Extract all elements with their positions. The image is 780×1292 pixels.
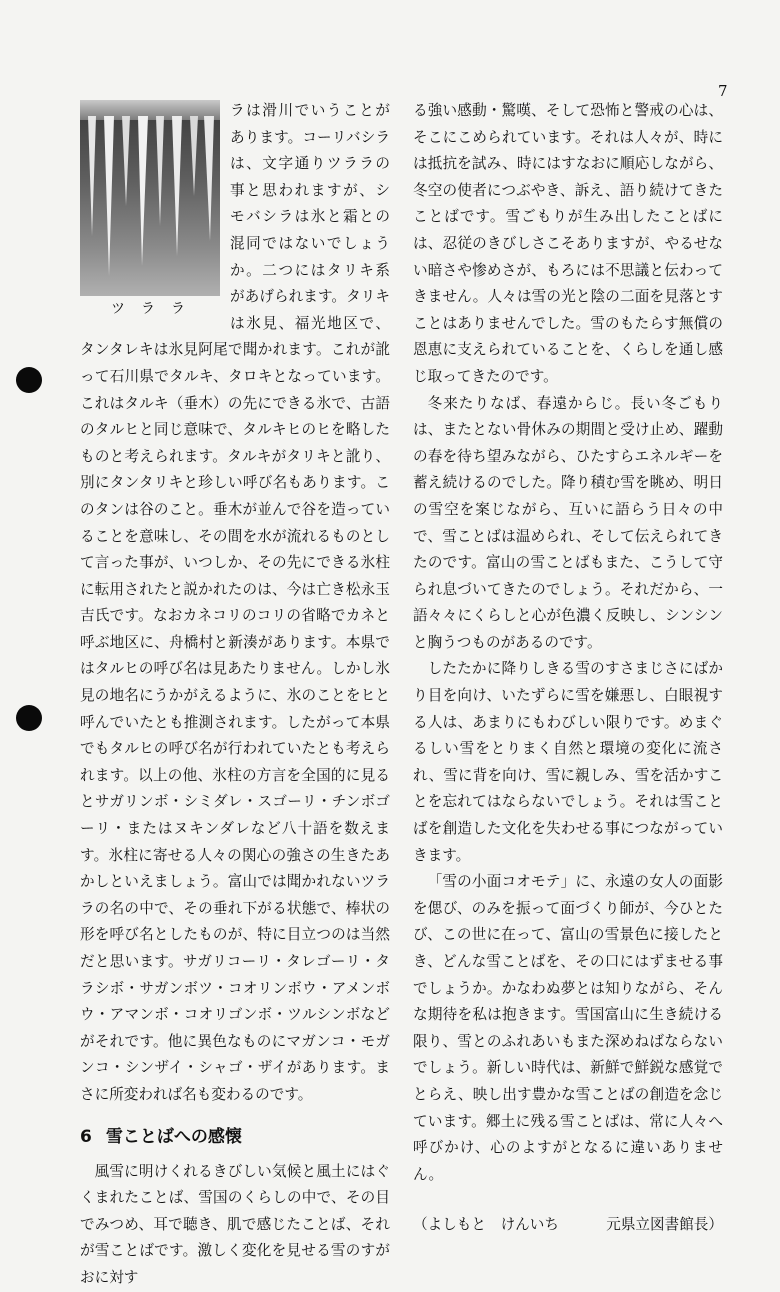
- icicles-graphic: [80, 116, 220, 286]
- page-number: 7: [718, 82, 728, 100]
- right-column: [413, 98, 723, 1239]
- icicle-photo: [80, 100, 220, 296]
- author-affiliation: 元県立図書館長）: [606, 1216, 723, 1234]
- author-signature: [413, 1212, 723, 1239]
- figure-caption: ツララ: [111, 301, 201, 317]
- icicle-figure: [80, 100, 220, 320]
- paragraph: 風雪に明けくれるきびしい気候と風土にはぐくまれたことば、雪国のくらしの中で、その目でみつめ、耳で聴き、肌で感じたことば、それが雪ことばです。激しく変化を見せる雪のすがおに対す: [80, 1162, 390, 1286]
- paragraph: したたかに降りしきる雪のすさまじさにばかり目を向け、いたずらに雪を嫌悪し、白眼視する人は、あまりにもわびしい限りです。めまぐるしい雪をとりまく自然と環境の変化に流され、雪に背を向け、雪に親しみ、雪を活かすことを忘れてはならないでしょう。それは雪ことばを創造した文化を失わせる事につながっていきます。: [413, 660, 723, 864]
- author-name: （よしもと けんいち: [413, 1216, 559, 1234]
- section-title: 雪ことばへの感懐: [105, 1126, 242, 1147]
- section-heading: [80, 1123, 390, 1151]
- paragraph: 冬来たりなば、春遠からじ。長い冬ごもりは、またとない骨休みの期間と受け止め、躍動の春を待ち望みながら、ひたすらエネルギーを蓄え続けるのでした。降り積む雪を眺め、明日の雪空を案じながら、互いに語らう日々の中で、雪ことばは温められ、そして伝えられてきたのです。富山の雪ことばもまた、こうして守られ息づいてきたのでしょう。それだから、一語々々にくらしと心が色濃く反映し、シンシンと胸うつものがあるのです。: [413, 394, 723, 651]
- paragraph: る強い感動・驚嘆、そして恐怖と警戒の心は、そこにこめられています。それは人々が、時には抵抗を試み、時にはすなおに順応しながら、冬空の使者につぶやき、訴え、語り続けてきたことばです。雪ごもりが生み出したことばには、忍従のきびしさこそありますが、やるせない暗さや惨めさが、もろには不思議と伝わってきません。人々は雪の光と陰の二面を見落とすことはありませんでした。雪のもたらす無償の恩恵に支えられていることを、くらしを通し感じ取ってきたのです。: [413, 102, 723, 385]
- paragraph: 「雪の小面コオモテ」に、永遠の女人の面影を偲び、のみを振って面づくり師が、今ひとたび、この世に在って、富山の雪景色に接したとき、どんな雪ことばを、その口にはずませる事でしょうか。かなわぬ夢とは知りながら、そんな期待を私は抱きます。雪国富山に生き続ける限り、雪とのふれあいもまた深めねばならないでしょう。新しい時代は、新鮮で鮮鋭な感覚でとらえ、映し出す豊かな雪ことばの創造を念じています。郷土に残る雪ことばは、常に人々へ呼びかけ、心のよすがとなるに違いありません。: [413, 873, 723, 1183]
- paragraph: ラは滑川でいうことがあります。コーリバシラは、文字通りツララの事と思われますが、シモバシラは氷と霜との混同ではないでしょうか。二つにはタリキ系があげられます。タリキは氷見、福光地区で、タンタレキは氷見阿尾で聞かれます。これが訛って石川県でタルキ、タロキとなっています。これはタルキ（垂木）の先にできる氷で、古語のタルヒと同じ意味で、タルキヒのヒを略したものと考えられます。タルキがタリキと訛り、別にタンタリキと珍しい呼び名もあります。このタンは谷のこと。垂木が並んで谷を造っていることを意味し、その間を水が流れるものとして言った事が、いつしか、その先にできる氷柱に転用されたと説かれたのは、今は亡き松永玉吉氏です。なおカネコリのコリの省略でカネと呼ぶ地区に、舟橋村と新湊があります。本県ではタルヒの呼び名は見あたりません。しかし氷見の地名にうかがえるように、氷のことをヒと呼んでいたとも推測されます。したがって本県でもタルヒの呼び名が行われていたとも考えられます。以上の他、氷柱の方言を全国的に見るとサガリンボ・シミダレ・スゴーリ・チンボゴーリ・またはヌキンダレなど八十語を数えます。氷柱に寄せる人々の関心の強さの生きたあかしといえましょう。富山では聞かれないツララの名の中で、その垂れ下がる状態で、棒状の形を呼び名としたものが、特に目立つのは当然だと思います。サガリコーリ・タレゴーリ・タラシボ・サガンボツ・コオリンボウ・アメンボウ・アマンボ・コオリゴンボ・ツルシンボなどがそれです。他に異色なものにマガンコ・モガンコ・シンザイ・シャゴ・ザイがあります。まさに所変われば名も変わるのです。: [80, 102, 390, 1103]
- left-column: [80, 98, 390, 1292]
- section-number: 6: [80, 1126, 92, 1147]
- binder-hole-top: [16, 367, 42, 393]
- binder-hole-bottom: [16, 705, 42, 731]
